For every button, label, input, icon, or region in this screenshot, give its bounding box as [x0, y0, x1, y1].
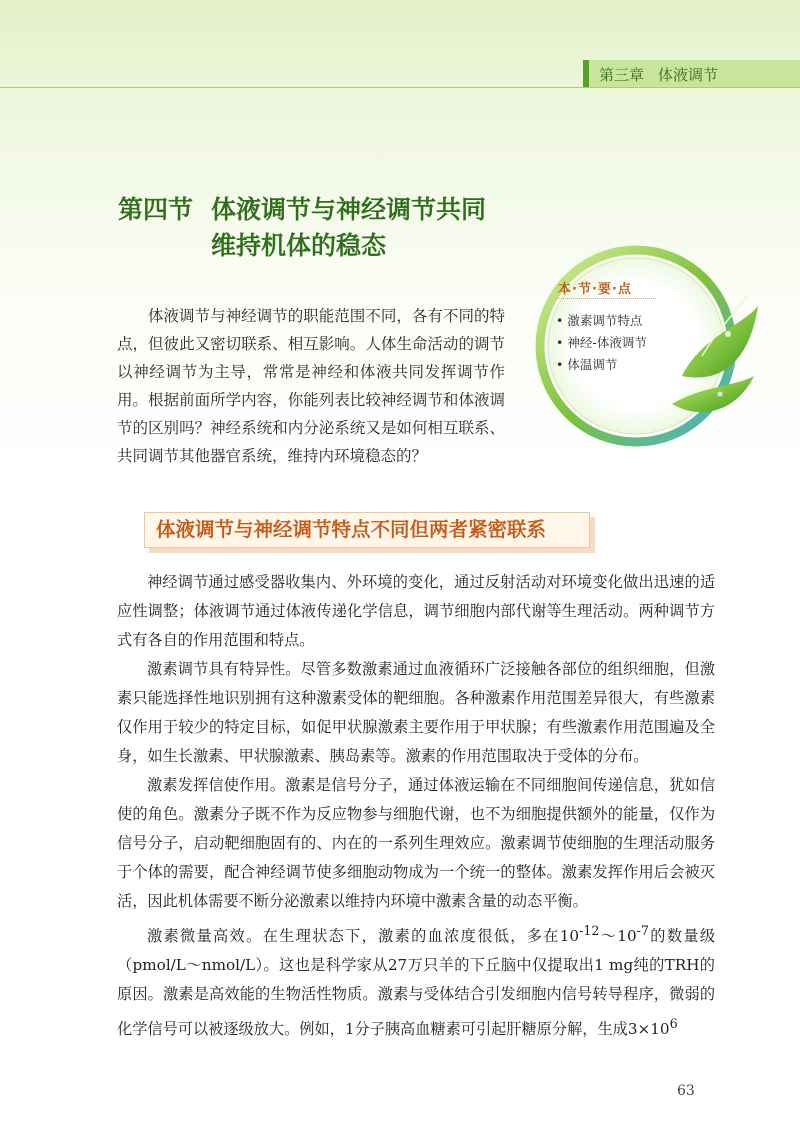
exponent: -12 [579, 923, 600, 938]
intro-paragraph: 体液调节与神经调节的职能范围不同，各有不同的特点，但彼此又密切联系、相互影响。人体生命活动的调节以神经调节为主导，常常是神经和体液共同发挥调节作用。根据前面所学内容，你能列表比较神经调节和体液调节的区别吗？神经系统和内分泌系统又是如何相互联系、共同调节其他器官系统，维持内环境稳态的？ [117, 307, 505, 465]
key-points-divider [556, 298, 656, 300]
key-point-item: • 神经-体液调节 [556, 332, 647, 354]
text-run: 的数量级（pmol/L～nmol/L）。这也是科学家从27万只羊的下丘脑中仅提取出1 mg纯的TRH的原因。激素是高效能的生物活性物质。激素与受体结合引发细胞内信号转导程序，微弱的化学信号可以被逐级放大。例如，1分子胰高血糖素可引起肝糖原分解，生成3×10 [117, 927, 716, 1039]
text-run: ～10 [599, 927, 637, 946]
key-point-item: • 激素调节特点 [556, 310, 647, 332]
key-point-item: • 体温调节 [556, 354, 647, 376]
section-number: 第四节 [118, 195, 194, 224]
key-points-label: 本·节·要·点 [558, 282, 632, 297]
section-title [118, 192, 486, 264]
key-points-list [556, 310, 647, 376]
body-text [117, 568, 715, 1044]
exponent: 6 [669, 1016, 678, 1032]
chapter-title: 体液调节 [658, 65, 719, 84]
subheading: 体液调节与神经调节特点不同但两者紧密联系 [156, 518, 547, 541]
body-paragraph: 神经调节通过感受器收集内、外环境的变化，通过反射活动对环境变化做出迅速的适应性调整；体液调节通过体液传递化学信息，调节细胞内部代谢等生理活动。两种调节方式有各自的作用范围和特点。 [117, 573, 715, 649]
chapter-header-tab [583, 60, 800, 88]
chapter-number: 第三章 [599, 65, 645, 84]
text-run: 激素微量高效。在生理状态下，激素的血浓度很低，多在10 [147, 927, 580, 946]
exponent: -7 [636, 923, 649, 938]
section-title-line1: 体液调节与神经调节共同 [211, 195, 487, 224]
section-title-line2: 维持机体的稳态 [211, 231, 387, 260]
page-number: 63 [677, 1083, 695, 1099]
body-paragraph-last [117, 916, 715, 1044]
body-paragraph: 激素发挥信使作用。激素是信号分子，通过体液运输在不同细胞间传递信息，犹如信使的角色。激素分子既不作为反应物参与细胞代谢，也不为细胞提供额外的能量，仅作为信号分子，启动靶细胞固有的、内在的一系列生理效应。激素调节使细胞的生理活动服务于个体的需要，配合神经调节使多细胞动物成为一个统一的整体。激素发挥作用后会被灭活，因此机体需要不断分泌激素以维持内环境中激素含量的动态平衡。 [117, 776, 715, 910]
body-paragraph: 激素调节具有特异性。尽管多数激素通过血液循环广泛接触各部位的组织细胞，但激素只能选择性地识别拥有这种激素受体的靶细胞。各种激素作用范围差异很大，有些激素仅作用于较少的特定目标，如促甲状腺激素主要作用于甲状腺；有些激素作用范围遍及全身，如生长激素、甲状腺激素、胰岛素等。激素的作用范围取决于受体的分布。 [117, 660, 715, 765]
